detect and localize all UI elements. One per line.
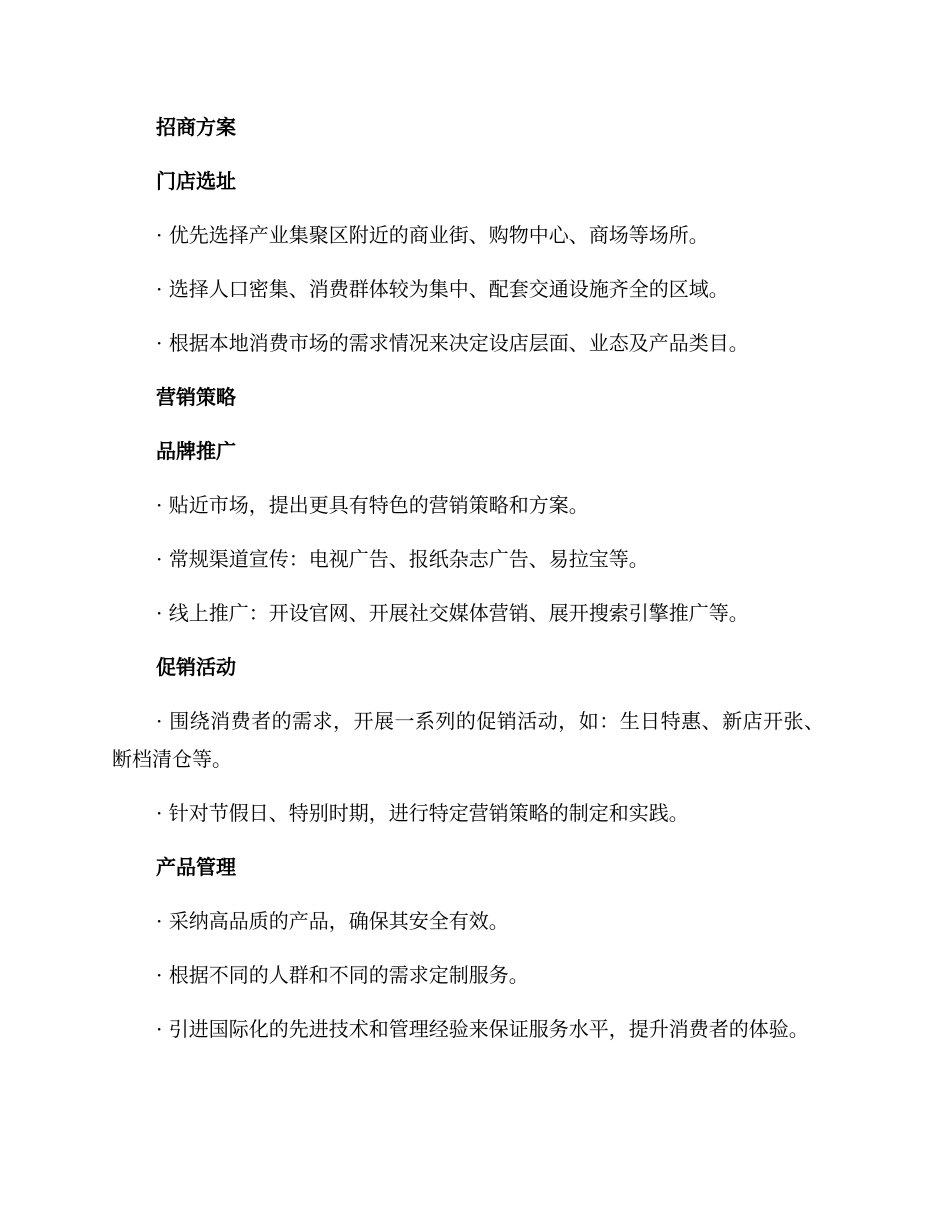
paragraph: · 选择人口密集、消费群体较为集中、配套交通设施齐全的区域。 (156, 277, 729, 301)
section-heading-store-location: 门店选址 (156, 169, 236, 193)
paragraph: · 优先选择产业集聚区附近的商业街、购物中心、商场等场所。 (156, 223, 709, 247)
paragraph: · 根据不同的人群和不同的需求定制服务。 (156, 963, 529, 987)
paragraph: · 贴近市场，提出更具有特色的营销策略和方案。 (156, 493, 589, 517)
document-title: 招商方案 (156, 115, 236, 139)
section-heading-product-management: 产品管理 (156, 855, 236, 879)
paragraph: · 常规渠道宣传：电视广告、报纸杂志广告、易拉宝等。 (156, 547, 649, 571)
paragraph: · 针对节假日、特别时期，进行特定营销策略的制定和实践。 (156, 801, 689, 825)
paragraph: · 引进国际化的先进技术和管理经验来保证服务水平，提升消费者的体验。 (156, 1017, 809, 1041)
section-heading-promotions: 促销活动 (156, 655, 236, 679)
paragraph: · 根据本地消费市场的需求情况来决定设店层面、业态及产品类目。 (156, 331, 749, 355)
paragraph: · 线上推广：开设官网、开展社交媒体营销、展开搜索引擎推广等。 (156, 601, 749, 625)
section-heading-brand-promotion: 品牌推广 (156, 439, 236, 463)
paragraph: · 采纳高品质的产品，确保其安全有效。 (156, 909, 509, 933)
paragraph: · 围绕消费者的需求，开展一系列的促销活动，如：生日特惠、新店开张、断档清仓等。 (112, 709, 824, 771)
document-body (112, 108, 824, 1064)
section-heading-marketing-strategy: 营销策略 (156, 385, 236, 409)
